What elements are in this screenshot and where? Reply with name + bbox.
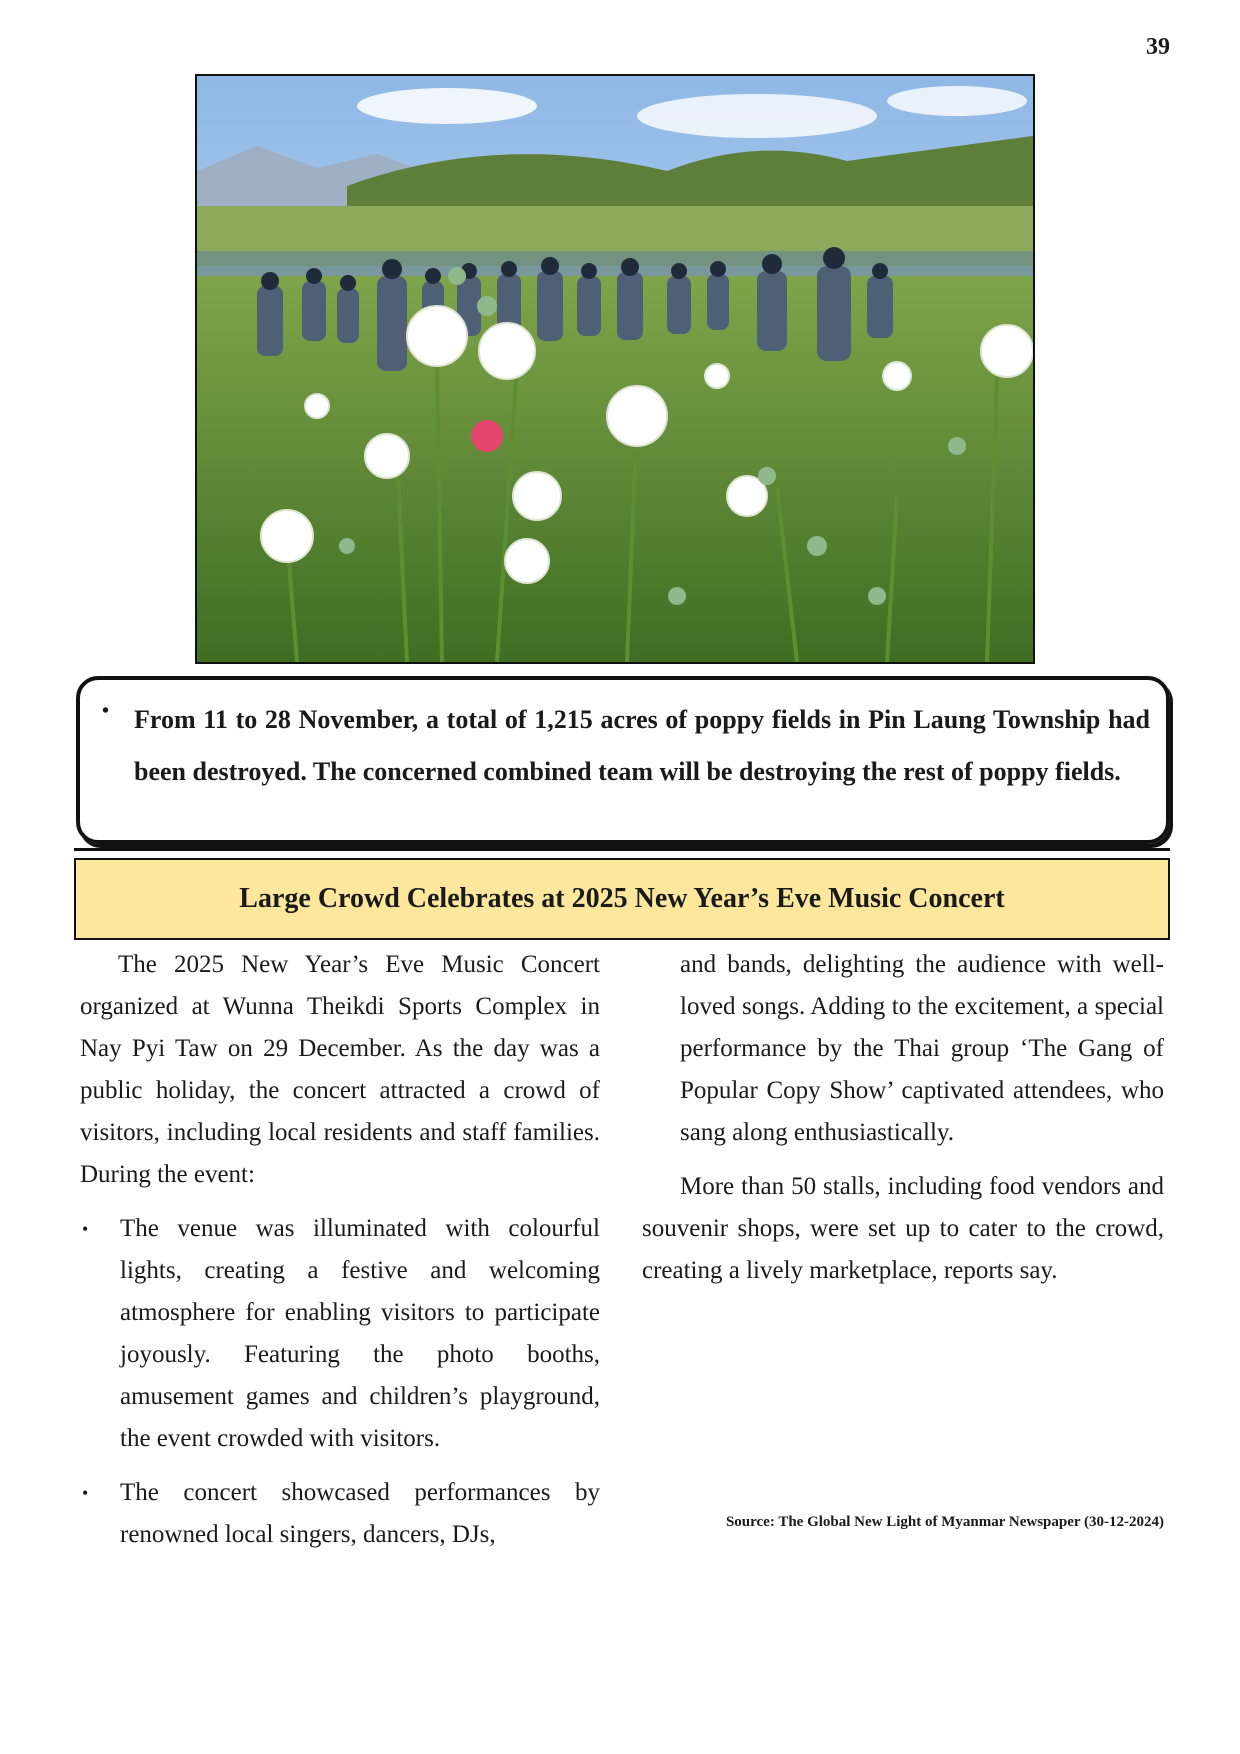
article-column-left: [80, 944, 600, 1556]
article-continuation: and bands, delighting the audience with well-loved songs. Adding to the excitement, a special performance by the Thai group ‘The Gang of Popular Copy Show’ captivated attendees, who sang along enthusiastically.: [680, 951, 1164, 1146]
poppy-field-photo-icon: [197, 76, 1033, 662]
caption-text: From 11 to 28 November, a total of 1,215 acres of poppy fields in Pin Laung Township had been destroyed. The concerned combined team will be destroying the rest of poppy fields.: [134, 705, 1150, 786]
article-headline: Large Crowd Celebrates at 2025 New Year’s Eve Music Concert: [74, 858, 1170, 940]
article-bullet-2-text: The concert showcased performances by renowned local singers, dancers, DJs,: [120, 1479, 600, 1548]
article-bullet-1-text: The venue was illuminated with colourful lights, creating a festive and welcoming atmosphere for enabling visitors to participate joyously. Featuring the photo booths, amusement games and children’s playground, the event crowded with visitors.: [120, 1215, 600, 1452]
article-source: Source: The Global New Light of Myanmar Newspaper (30-12-2024): [725, 1514, 1164, 1530]
section-divider: [74, 848, 1170, 851]
poppy-field-photo: [195, 74, 1035, 664]
caption-box: [76, 676, 1170, 844]
caption-bullet: •: [102, 700, 110, 722]
page-number: 39: [1146, 34, 1170, 60]
bullet-dot: •: [82, 1219, 89, 1239]
bullet-dot: •: [82, 1483, 89, 1503]
article-column-right: [642, 944, 1164, 1292]
article-bullet-1: [80, 1208, 600, 1460]
article-bullet-2: [80, 1472, 600, 1556]
article-intro: The 2025 New Year’s Eve Music Concert organized at Wunna Theikdi Sports Complex in Nay Pyi Taw on 29 December. As the day was a public holiday, the concert attracted a crowd of visitors, including local residents and staff families. During the event:: [80, 951, 600, 1188]
article-closing: More than 50 stalls, including food vendors and souvenir shops, were set up to cater to the crowd, creating a lively marketplace, reports say.: [642, 1173, 1164, 1284]
